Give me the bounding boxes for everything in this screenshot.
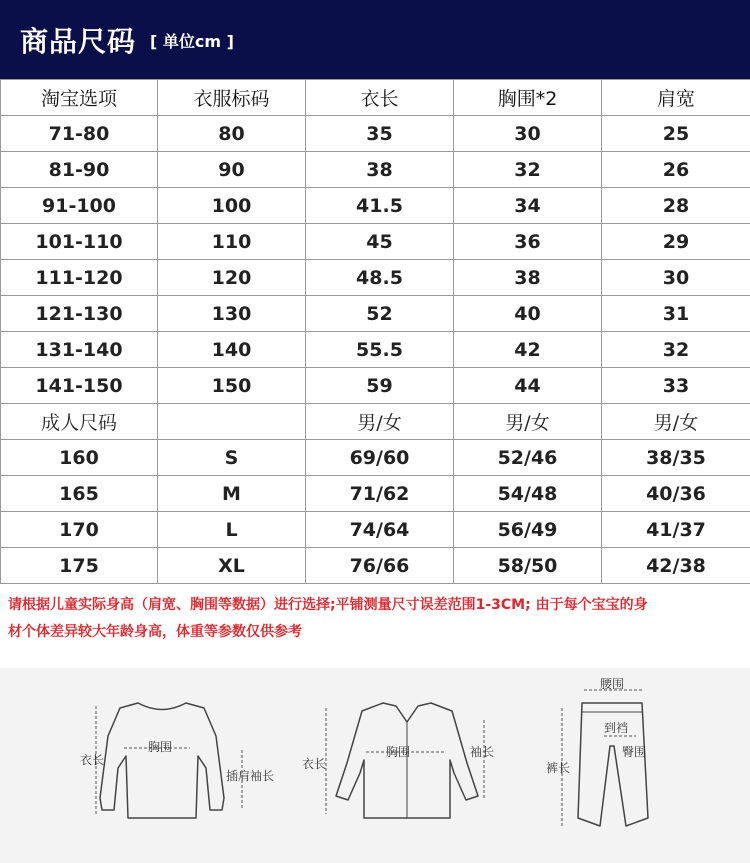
table-row xyxy=(1,260,750,296)
table-row xyxy=(1,224,750,260)
table-cell: 71/62 xyxy=(306,476,454,512)
table-cell: 41/37 xyxy=(602,512,750,548)
table-cell xyxy=(158,404,306,440)
table-cell: 71-80 xyxy=(1,116,158,152)
table-cell: 80 xyxy=(158,116,306,152)
table-cell: 56/49 xyxy=(454,512,602,548)
table-cell: 29 xyxy=(602,224,750,260)
note-line-1: 请根据儿童实际身高（肩宽、胸围等数据）进行选择;平铺测量尺寸误差范围1-3CM; 由于每个宝宝的身 xyxy=(8,597,648,613)
raglan-sleeve-label: 插肩袖长 xyxy=(226,769,275,783)
table-cell: 101-110 xyxy=(1,224,158,260)
page-title: 商品尺码 xyxy=(20,25,137,58)
table-cell: 32 xyxy=(602,332,750,368)
table-cell: 90 xyxy=(158,152,306,188)
table-cell: 40 xyxy=(454,296,602,332)
size-note xyxy=(8,592,748,646)
table-row xyxy=(1,548,750,584)
size-table xyxy=(0,79,750,584)
table-cell: 58/50 xyxy=(454,548,602,584)
diagrams-svg xyxy=(0,668,750,863)
table-cell: 100 xyxy=(158,188,306,224)
pants-length-label: 裤长 xyxy=(546,761,571,775)
table-cell: 35 xyxy=(306,116,454,152)
table-cell: 34 xyxy=(454,188,602,224)
table-cell: 26 xyxy=(602,152,750,188)
shirt-length-label: 衣长 xyxy=(302,757,327,771)
table-cell: 55.5 xyxy=(306,332,454,368)
table-cell: 110 xyxy=(158,224,306,260)
table-cell: 59 xyxy=(306,368,454,404)
table-row xyxy=(1,368,750,404)
pants-waist-label: 腰围 xyxy=(600,677,625,691)
table-cell: 52 xyxy=(306,296,454,332)
table-cell: 40/36 xyxy=(602,476,750,512)
table-row xyxy=(1,512,750,548)
table-cell: 38/35 xyxy=(602,440,750,476)
table-cell: 33 xyxy=(602,368,750,404)
table-row xyxy=(1,332,750,368)
table-cell: S xyxy=(158,440,306,476)
table-cell: 36 xyxy=(454,224,602,260)
column-header: 肩宽 xyxy=(602,80,750,116)
shirt-chest-label: 胸围 xyxy=(386,745,411,759)
table-row xyxy=(1,296,750,332)
pants-hip-label: 臀围 xyxy=(622,745,647,759)
table-cell: L xyxy=(158,512,306,548)
table-cell: 32 xyxy=(454,152,602,188)
table-cell: 76/66 xyxy=(306,548,454,584)
table-cell: 成人尺码 xyxy=(1,404,158,440)
table-cell: 140 xyxy=(158,332,306,368)
table-cell: 91-100 xyxy=(1,188,158,224)
table-cell: 131-140 xyxy=(1,332,158,368)
pants-rise-label: 到裆 xyxy=(604,721,629,735)
column-header: 衣长 xyxy=(306,80,454,116)
table-cell: 120 xyxy=(158,260,306,296)
table-cell: 111-120 xyxy=(1,260,158,296)
table-cell: 160 xyxy=(1,440,158,476)
table-cell: 69/60 xyxy=(306,440,454,476)
table-cell: 41.5 xyxy=(306,188,454,224)
table-row xyxy=(1,440,750,476)
table-cell: 175 xyxy=(1,548,158,584)
table-cell: 38 xyxy=(306,152,454,188)
table-cell: XL xyxy=(158,548,306,584)
table-row xyxy=(1,476,750,512)
table-cell: 42/38 xyxy=(602,548,750,584)
raglan-sweater-icon xyxy=(100,703,224,818)
table-cell: 45 xyxy=(306,224,454,260)
table-cell: 30 xyxy=(602,260,750,296)
table-header-row xyxy=(1,80,750,116)
table-row xyxy=(1,188,750,224)
column-header: 淘宝选项 xyxy=(1,80,158,116)
table-cell: 28 xyxy=(602,188,750,224)
adult-header-row xyxy=(1,404,750,440)
table-cell: 25 xyxy=(602,116,750,152)
table-cell: 30 xyxy=(454,116,602,152)
table-cell: 81-90 xyxy=(1,152,158,188)
table-cell: 54/48 xyxy=(454,476,602,512)
shirt-sleeve-label: 袖长 xyxy=(470,745,495,759)
unit-label: [ 单位cm ] xyxy=(150,32,234,51)
table-cell: 121-130 xyxy=(1,296,158,332)
table-row xyxy=(1,116,750,152)
table-cell: 170 xyxy=(1,512,158,548)
table-cell: 男/女 xyxy=(306,404,454,440)
column-header: 胸围*2 xyxy=(454,80,602,116)
table-cell: 48.5 xyxy=(306,260,454,296)
table-cell: 男/女 xyxy=(602,404,750,440)
table-cell: 130 xyxy=(158,296,306,332)
table-cell: 141-150 xyxy=(1,368,158,404)
table-cell: 44 xyxy=(454,368,602,404)
table-cell: 52/46 xyxy=(454,440,602,476)
table-cell: 150 xyxy=(158,368,306,404)
table-row xyxy=(1,152,750,188)
header-banner xyxy=(0,0,750,79)
raglan-length-label: 衣长 xyxy=(80,753,105,767)
table-cell: 165 xyxy=(1,476,158,512)
column-header: 衣服标码 xyxy=(158,80,306,116)
table-cell: 31 xyxy=(602,296,750,332)
table-cell: 74/64 xyxy=(306,512,454,548)
note-line-2: 材个体差异较大年龄身高，体重等参数仅供参考 xyxy=(8,624,302,640)
measurement-diagrams xyxy=(0,668,750,863)
table-cell: 42 xyxy=(454,332,602,368)
table-cell: 38 xyxy=(454,260,602,296)
table-cell: 男/女 xyxy=(454,404,602,440)
table-cell: M xyxy=(158,476,306,512)
raglan-chest-label: 胸围 xyxy=(148,740,173,754)
